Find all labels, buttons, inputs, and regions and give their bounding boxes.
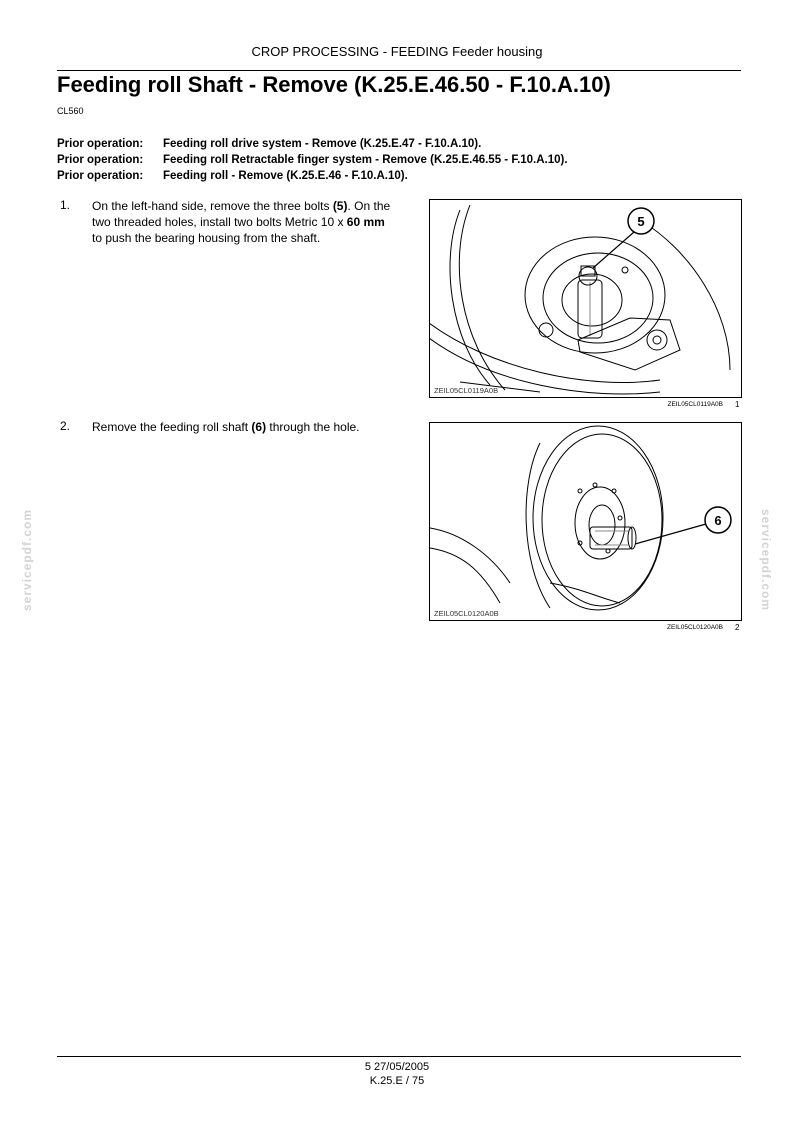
step-text bbox=[92, 198, 392, 246]
figure-feeding-roll-shaft bbox=[429, 422, 742, 621]
callout-ref: (5) bbox=[332, 199, 348, 213]
figure-bearing-housing bbox=[429, 199, 742, 398]
callout-ref: (6) bbox=[251, 420, 267, 434]
step-text bbox=[92, 419, 392, 435]
watermark-right: servicepdf.com bbox=[759, 508, 773, 612]
figure-inner-id: ZEIL05CL0120A0B bbox=[434, 609, 499, 618]
step-text-part: Remove the feeding roll shaft bbox=[92, 420, 252, 434]
callout-number: 5 bbox=[637, 214, 645, 229]
callout-leader bbox=[635, 524, 706, 544]
header-rule bbox=[57, 70, 741, 71]
footer-page-ref: K.25.E / 75 bbox=[369, 1075, 425, 1087]
bolt-length: 60 mm bbox=[346, 215, 385, 229]
footer-date: 5 27/05/2005 bbox=[364, 1061, 430, 1073]
prior-operation-text: Feeding roll Retractable finger system - Remove (K.25.E.46.55 - F.10.A.10). bbox=[163, 154, 568, 166]
callout-number: 6 bbox=[714, 513, 722, 528]
step-text-part: through the hole. bbox=[266, 420, 360, 434]
prior-operation-label: Prior operation: bbox=[57, 170, 144, 182]
running-header: CROP PROCESSING - FEEDING Feeder housing bbox=[251, 44, 543, 59]
step-number: 1. bbox=[60, 198, 71, 212]
page-title: Feeding roll Shaft - Remove (K.25.E.46.50 - F.10.A.10) bbox=[57, 72, 611, 97]
figure-caption-id: ZEIL05CL0119A0B bbox=[667, 401, 723, 408]
figure-number: 1 bbox=[735, 400, 740, 409]
prior-operation-text: Feeding roll drive system - Remove (K.25.E.47 - F.10.A.10). bbox=[163, 138, 482, 150]
step-text-part: On the left-hand side, remove the three bolts bbox=[92, 199, 333, 213]
footer-rule bbox=[57, 1056, 741, 1057]
prior-operation bbox=[57, 154, 568, 166]
bearing-housing-illustration bbox=[430, 200, 741, 397]
figure-number: 2 bbox=[735, 623, 740, 632]
watermark-left: servicepdf.com bbox=[20, 508, 34, 612]
prior-operation bbox=[57, 138, 481, 150]
feeding-roll-shaft-illustration bbox=[430, 423, 741, 620]
prior-operation-text: Feeding roll - Remove (K.25.E.46 - F.10.A.10). bbox=[163, 170, 408, 182]
figure-inner-id: ZEIL05CL0119A0B bbox=[434, 386, 499, 395]
prior-operation bbox=[57, 170, 408, 182]
model-code: CL560 bbox=[57, 106, 84, 116]
step-text-part: to push the bearing housing from the shaft. bbox=[92, 231, 321, 245]
prior-operation-label: Prior operation: bbox=[57, 138, 144, 150]
step-text-part: . On the two threaded holes, install two bolts Metric 10 x bbox=[92, 199, 391, 229]
step-number: 2. bbox=[60, 419, 71, 433]
prior-operation-label: Prior operation: bbox=[57, 154, 144, 166]
figure-caption-id: ZEIL05CL0120A0B bbox=[666, 624, 723, 631]
